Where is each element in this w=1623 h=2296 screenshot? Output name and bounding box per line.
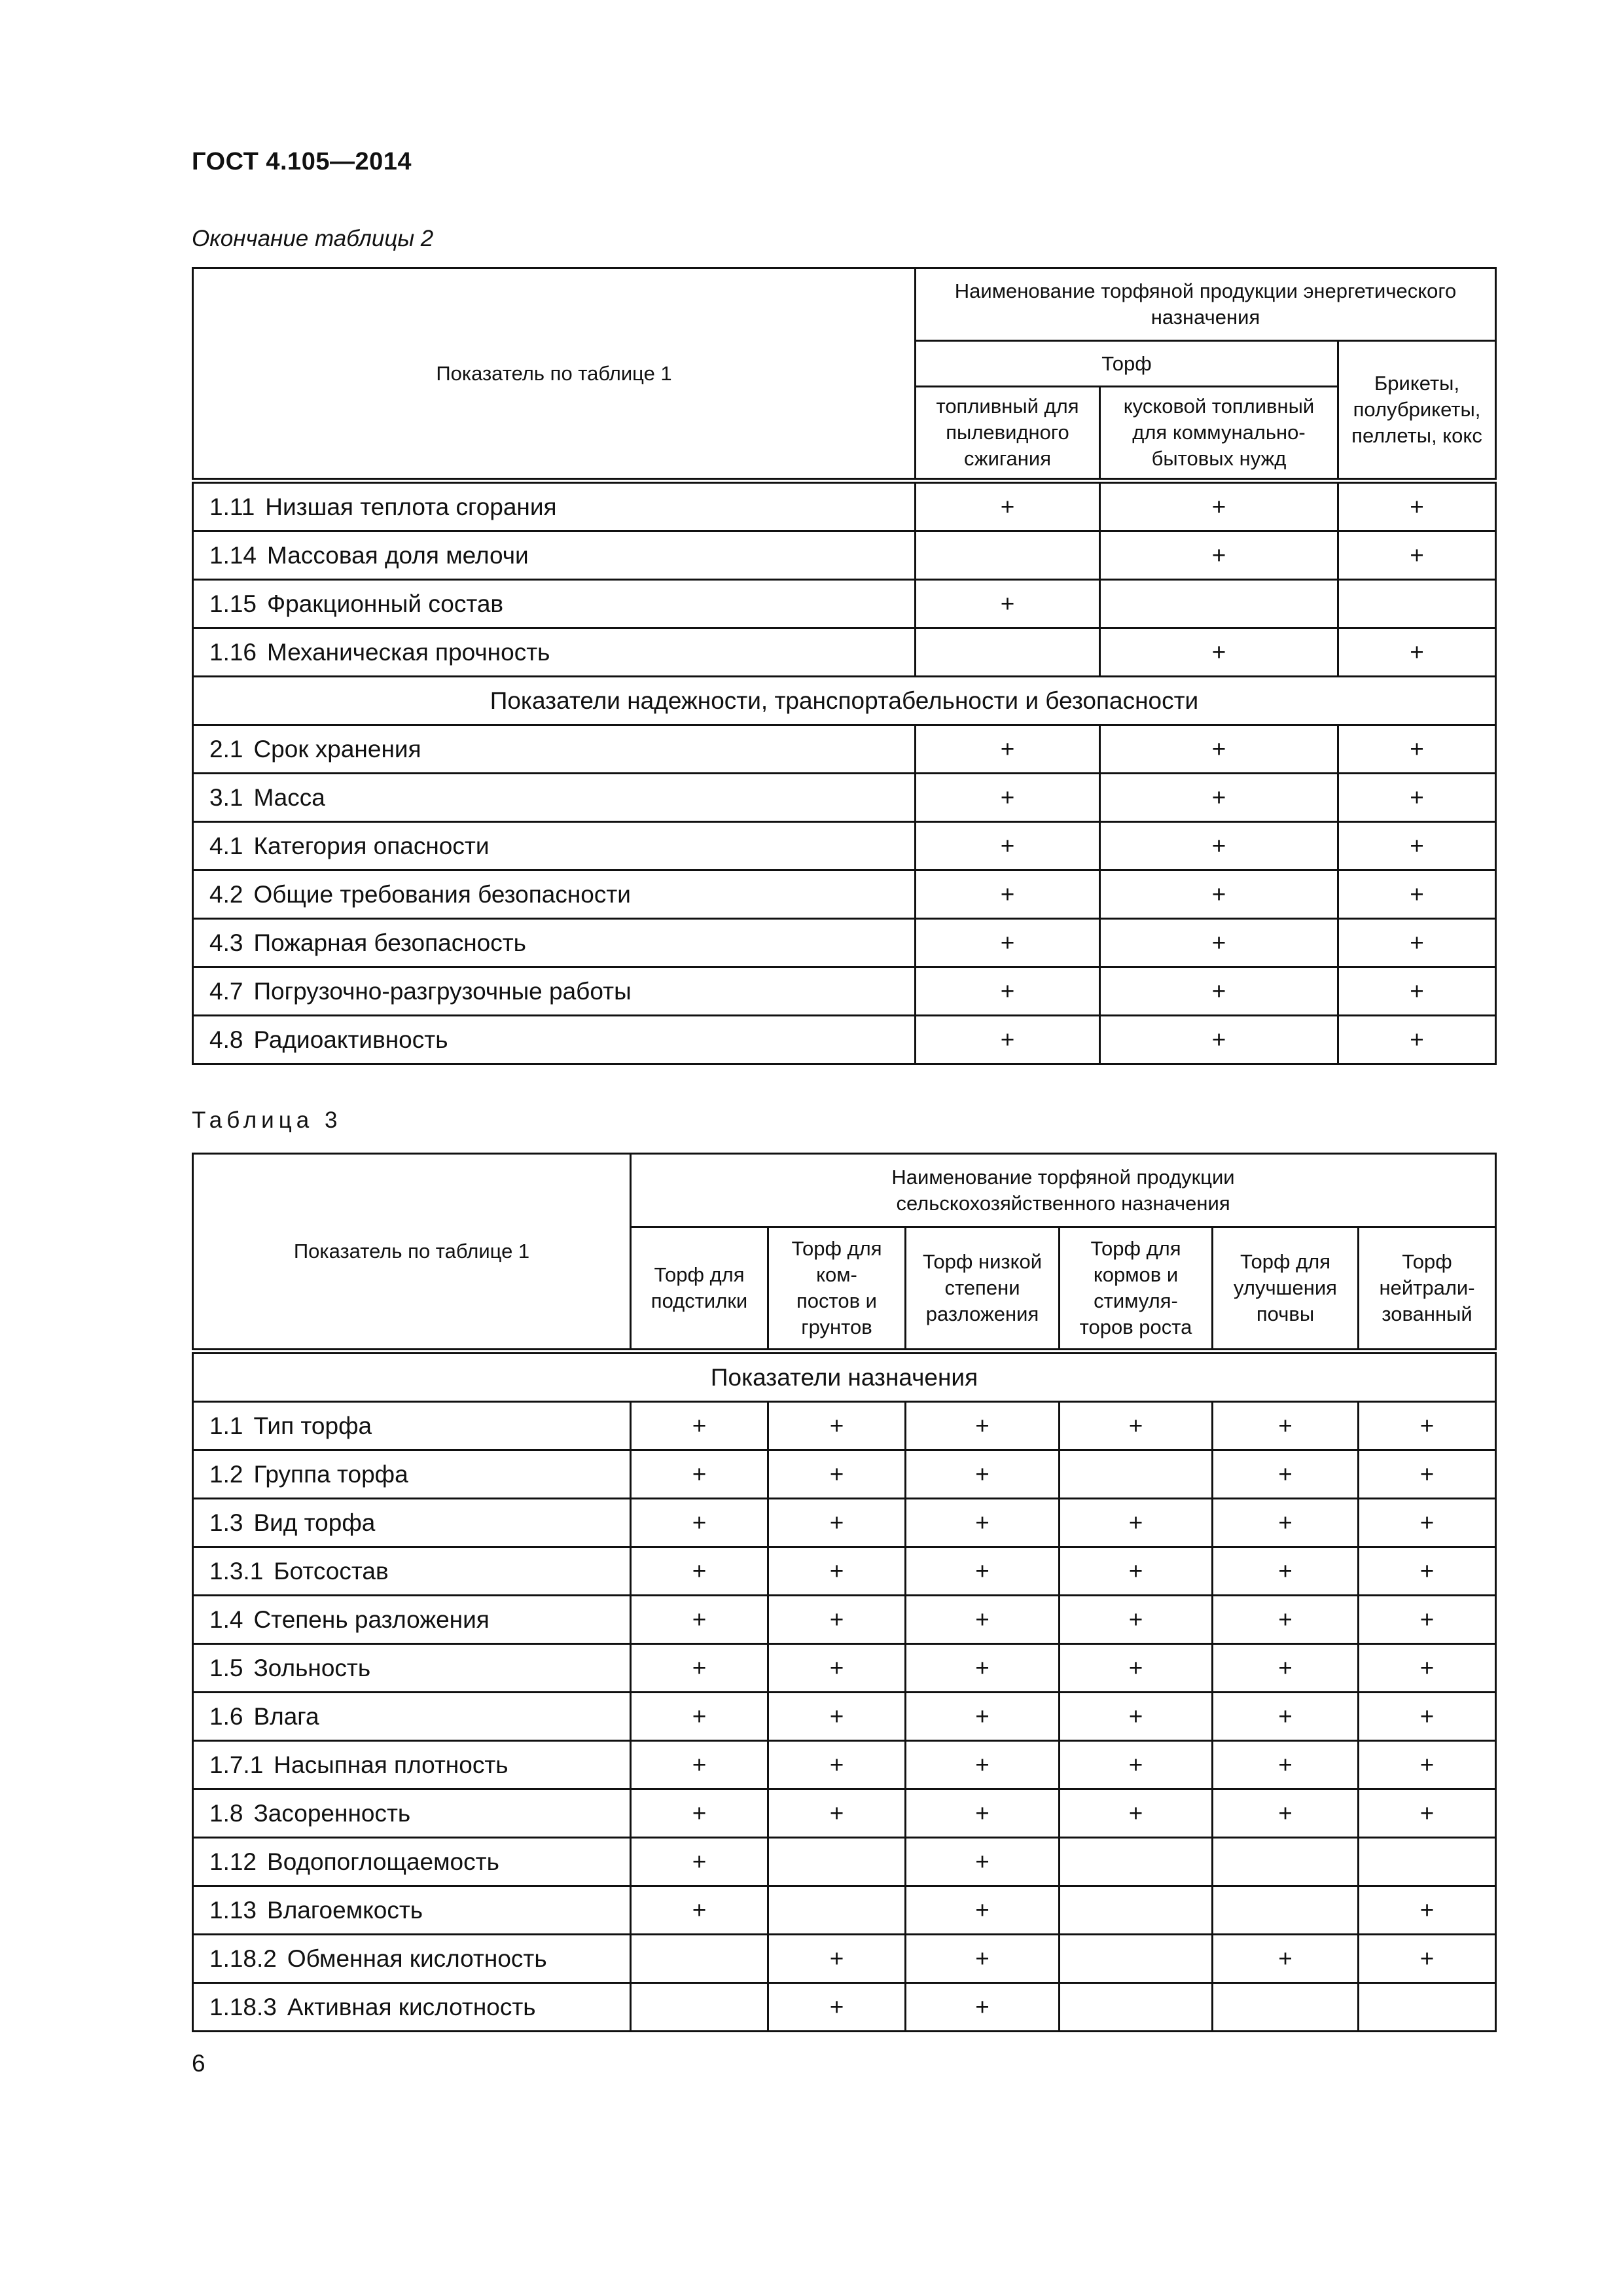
row-label xyxy=(193,1499,631,1547)
applicability-mark: + xyxy=(1100,919,1338,967)
applicability-mark: + xyxy=(906,1983,1060,2032)
applicability-mark: + xyxy=(1338,531,1496,580)
row-label xyxy=(193,1983,631,2032)
table-row xyxy=(193,822,1496,870)
applicability-mark: + xyxy=(1060,1402,1213,1450)
applicability-mark: + xyxy=(768,1741,906,1789)
applicability-mark: + xyxy=(1100,774,1338,822)
applicability-mark xyxy=(1338,580,1496,628)
row-number: 1.8 xyxy=(209,1799,243,1827)
applicability-mark: + xyxy=(906,1886,1060,1935)
row-label xyxy=(193,1644,631,1693)
table-row xyxy=(193,1741,1496,1789)
row-label xyxy=(193,531,916,580)
table-row xyxy=(193,1644,1496,1693)
table-row xyxy=(193,919,1496,967)
applicability-mark: + xyxy=(1060,1789,1213,1838)
applicability-mark: + xyxy=(1359,1450,1496,1499)
column-header-soil: Торф для улучшения почвы xyxy=(1213,1227,1359,1352)
applicability-mark: + xyxy=(768,1983,906,2032)
row-title: Общие требования безопасности xyxy=(253,880,631,908)
table-row xyxy=(193,725,1496,774)
table-row xyxy=(193,1016,1496,1064)
applicability-mark xyxy=(916,531,1100,580)
applicability-mark: + xyxy=(1338,967,1496,1016)
row-number: 1.4 xyxy=(209,1605,243,1633)
table-row xyxy=(193,1547,1496,1596)
applicability-mark: + xyxy=(1359,1789,1496,1838)
applicability-mark xyxy=(631,1935,768,1983)
applicability-mark: + xyxy=(631,1741,768,1789)
row-title: Обменная кислотность xyxy=(287,1945,547,1972)
row-label xyxy=(193,1838,631,1886)
applicability-mark: + xyxy=(631,1499,768,1547)
table-row xyxy=(193,628,1496,677)
applicability-mark: + xyxy=(1060,1693,1213,1741)
section-heading: Показатели назначения xyxy=(193,1352,1496,1402)
row-label xyxy=(193,1789,631,1838)
applicability-mark xyxy=(1213,1983,1359,2032)
table-row xyxy=(193,1983,1496,2032)
applicability-mark: + xyxy=(1060,1499,1213,1547)
row-number: 4.1 xyxy=(209,832,243,859)
row-title: Радиоактивность xyxy=(253,1026,448,1053)
row-title: Влагоемкость xyxy=(267,1896,423,1924)
column-header-neutralized: Торф нейтрали- зованный xyxy=(1359,1227,1496,1352)
applicability-mark: + xyxy=(906,1644,1060,1693)
row-number: 1.12 xyxy=(209,1848,257,1875)
row-title: Группа торфа xyxy=(253,1460,408,1488)
applicability-mark: + xyxy=(1060,1741,1213,1789)
column-header-compost: Торф для ком- постов и грунтов xyxy=(768,1227,906,1352)
applicability-mark: + xyxy=(1338,774,1496,822)
applicability-mark: + xyxy=(631,1838,768,1886)
applicability-mark: + xyxy=(1359,1547,1496,1596)
applicability-mark xyxy=(768,1838,906,1886)
applicability-mark: + xyxy=(1213,1935,1359,1983)
applicability-mark: + xyxy=(906,1596,1060,1644)
document-header: ГОСТ 4.105—2014 xyxy=(192,148,412,175)
row-number: 4.8 xyxy=(209,1026,243,1053)
row-label xyxy=(193,1547,631,1596)
row-number: 1.3 xyxy=(209,1509,243,1536)
applicability-mark: + xyxy=(631,1547,768,1596)
row-number: 1.11 xyxy=(209,493,255,520)
table-row xyxy=(193,1402,1496,1450)
applicability-mark: + xyxy=(631,1693,768,1741)
table-row xyxy=(193,1886,1496,1935)
applicability-mark: + xyxy=(1338,481,1496,531)
row-number: 3.1 xyxy=(209,783,243,811)
applicability-mark xyxy=(1213,1838,1359,1886)
applicability-mark: + xyxy=(768,1402,906,1450)
row-title: Пожарная безопасность xyxy=(253,929,526,956)
applicability-mark: + xyxy=(916,822,1100,870)
applicability-mark: + xyxy=(1359,1935,1496,1983)
table-row xyxy=(193,1450,1496,1499)
applicability-mark: + xyxy=(906,1838,1060,1886)
row-label xyxy=(193,628,916,677)
applicability-mark: + xyxy=(1100,967,1338,1016)
row-title: Низшая теплота сгорания xyxy=(265,493,557,520)
column-header-peat: Торф xyxy=(916,341,1338,387)
applicability-mark: + xyxy=(1100,628,1338,677)
applicability-mark xyxy=(916,628,1100,677)
table-row xyxy=(193,1935,1496,1983)
table-row xyxy=(193,1693,1496,1741)
column-header-briquettes: Брикеты, полубрикеты, пеллеты, кокс xyxy=(1338,341,1496,481)
page-number: 6 xyxy=(192,2050,205,2077)
applicability-mark: + xyxy=(1213,1402,1359,1450)
applicability-mark xyxy=(1060,1450,1213,1499)
row-number: 1.14 xyxy=(209,541,257,569)
row-title: Зольность xyxy=(253,1654,371,1681)
row-title: Влага xyxy=(253,1702,319,1730)
column-header-fuel-lump: кусковой топливный для коммунально-бытовых нужд xyxy=(1100,387,1338,481)
row-label xyxy=(193,1741,631,1789)
applicability-mark: + xyxy=(1213,1499,1359,1547)
row-title: Категория опасности xyxy=(253,832,490,859)
applicability-mark: + xyxy=(906,1789,1060,1838)
applicability-mark: + xyxy=(916,580,1100,628)
row-label xyxy=(193,725,916,774)
applicability-mark: + xyxy=(916,774,1100,822)
section-row xyxy=(193,1352,1496,1402)
applicability-mark xyxy=(1359,1838,1496,1886)
applicability-mark: + xyxy=(1359,1402,1496,1450)
applicability-mark: + xyxy=(1060,1596,1213,1644)
row-title: Засоренность xyxy=(253,1799,411,1827)
row-label xyxy=(193,967,916,1016)
column-group-header: Наименование торфяной продукции сельскохозяйственного назначения xyxy=(631,1154,1496,1227)
applicability-mark: + xyxy=(1100,822,1338,870)
applicability-mark xyxy=(1359,1983,1496,2032)
row-label xyxy=(193,919,916,967)
applicability-mark: + xyxy=(916,967,1100,1016)
row-title: Водопоглощаемость xyxy=(267,1848,499,1875)
applicability-mark: + xyxy=(1213,1741,1359,1789)
applicability-mark: + xyxy=(1213,1547,1359,1596)
section-row xyxy=(193,677,1496,725)
applicability-mark: + xyxy=(1100,725,1338,774)
table-row xyxy=(193,1596,1496,1644)
applicability-mark: + xyxy=(916,481,1100,531)
row-number: 1.18.3 xyxy=(209,1993,277,2020)
applicability-mark: + xyxy=(768,1935,906,1983)
row-number: 2.1 xyxy=(209,735,243,762)
row-title: Погрузочно-разгрузочные работы xyxy=(253,977,632,1005)
table-row xyxy=(193,1789,1496,1838)
row-label xyxy=(193,774,916,822)
applicability-mark: + xyxy=(631,1886,768,1935)
row-title: Срок хранения xyxy=(253,735,421,762)
table-row xyxy=(193,774,1496,822)
row-number: 4.3 xyxy=(209,929,243,956)
table-row xyxy=(193,531,1496,580)
applicability-mark xyxy=(631,1983,768,2032)
row-label xyxy=(193,1935,631,1983)
column-header-indicator: Показатель по таблице 1 xyxy=(193,268,916,481)
row-number: 1.13 xyxy=(209,1896,257,1924)
table-2 xyxy=(192,267,1497,1065)
applicability-mark xyxy=(1060,1838,1213,1886)
applicability-mark xyxy=(1213,1886,1359,1935)
row-number: 1.7.1 xyxy=(209,1751,264,1778)
row-title: Фракционный состав xyxy=(267,590,504,617)
applicability-mark: + xyxy=(906,1402,1060,1450)
row-label xyxy=(193,870,916,919)
row-label xyxy=(193,1693,631,1741)
row-title: Насыпная плотность xyxy=(274,1751,508,1778)
applicability-mark: + xyxy=(1359,1644,1496,1693)
applicability-mark: + xyxy=(768,1450,906,1499)
applicability-mark: + xyxy=(631,1596,768,1644)
applicability-mark: + xyxy=(768,1789,906,1838)
column-header-fuel-pulverized: топливный для пылевидного сжигания xyxy=(916,387,1100,481)
applicability-mark: + xyxy=(768,1596,906,1644)
row-label xyxy=(193,1016,916,1064)
applicability-mark: + xyxy=(916,919,1100,967)
applicability-mark xyxy=(1060,1935,1213,1983)
table-row xyxy=(193,967,1496,1016)
row-number: 1.1 xyxy=(209,1412,243,1439)
applicability-mark: + xyxy=(1359,1499,1496,1547)
applicability-mark: + xyxy=(631,1789,768,1838)
row-label xyxy=(193,1886,631,1935)
applicability-mark xyxy=(1060,1983,1213,2032)
row-label xyxy=(193,580,916,628)
column-header-low-decomposition: Торф низкой степени разложения xyxy=(906,1227,1060,1352)
table3-caption: Таблица 3 xyxy=(192,1107,342,1133)
row-number: 1.3.1 xyxy=(209,1557,264,1585)
applicability-mark: + xyxy=(1338,919,1496,967)
applicability-mark: + xyxy=(906,1499,1060,1547)
applicability-mark: + xyxy=(1359,1741,1496,1789)
applicability-mark: + xyxy=(916,725,1100,774)
applicability-mark: + xyxy=(768,1693,906,1741)
applicability-mark: + xyxy=(1100,531,1338,580)
applicability-mark: + xyxy=(1359,1886,1496,1935)
column-header-bedding: Торф для подстилки xyxy=(631,1227,768,1352)
column-header-feed: Торф для кормов и стимуля- торов роста xyxy=(1060,1227,1213,1352)
applicability-mark: + xyxy=(1338,870,1496,919)
applicability-mark: + xyxy=(906,1547,1060,1596)
table-row xyxy=(193,481,1496,531)
row-title: Механическая прочность xyxy=(267,638,550,666)
row-label xyxy=(193,1596,631,1644)
table-row xyxy=(193,580,1496,628)
table2-caption: Окончание таблицы 2 xyxy=(192,226,434,251)
applicability-mark: + xyxy=(1359,1596,1496,1644)
row-title: Массовая доля мелочи xyxy=(267,541,529,569)
applicability-mark xyxy=(1100,580,1338,628)
applicability-mark: + xyxy=(631,1450,768,1499)
applicability-mark: + xyxy=(1338,725,1496,774)
row-title: Степень разложения xyxy=(253,1605,490,1633)
applicability-mark: + xyxy=(1213,1596,1359,1644)
applicability-mark: + xyxy=(1100,481,1338,531)
row-label xyxy=(193,481,916,531)
applicability-mark: + xyxy=(906,1450,1060,1499)
row-number: 4.7 xyxy=(209,977,243,1005)
row-title: Масса xyxy=(253,783,325,811)
row-number: 1.16 xyxy=(209,638,257,666)
row-number: 1.18.2 xyxy=(209,1945,277,1972)
applicability-mark: + xyxy=(1213,1450,1359,1499)
applicability-mark: + xyxy=(768,1644,906,1693)
column-group-header: Наименование торфяной продукции энергетического назначения xyxy=(916,268,1496,341)
column-header-indicator: Показатель по таблице 1 xyxy=(193,1154,631,1352)
applicability-mark: + xyxy=(1213,1693,1359,1741)
row-label xyxy=(193,1450,631,1499)
applicability-mark: + xyxy=(1060,1547,1213,1596)
row-number: 1.6 xyxy=(209,1702,243,1730)
row-number: 1.2 xyxy=(209,1460,243,1488)
row-number: 4.2 xyxy=(209,880,243,908)
applicability-mark xyxy=(768,1886,906,1935)
applicability-mark: + xyxy=(631,1644,768,1693)
row-label xyxy=(193,822,916,870)
applicability-mark: + xyxy=(906,1935,1060,1983)
row-title: Активная кислотность xyxy=(287,1993,536,2020)
applicability-mark: + xyxy=(1060,1644,1213,1693)
row-number: 1.15 xyxy=(209,590,257,617)
applicability-mark: + xyxy=(1213,1644,1359,1693)
applicability-mark: + xyxy=(1338,628,1496,677)
row-label xyxy=(193,1402,631,1450)
applicability-mark: + xyxy=(906,1693,1060,1741)
applicability-mark: + xyxy=(916,1016,1100,1064)
applicability-mark xyxy=(1060,1886,1213,1935)
applicability-mark: + xyxy=(1213,1789,1359,1838)
applicability-mark: + xyxy=(1100,1016,1338,1064)
row-title: Тип торфа xyxy=(253,1412,372,1439)
table-3 xyxy=(192,1153,1497,2032)
table-row xyxy=(193,1499,1496,1547)
applicability-mark: + xyxy=(906,1741,1060,1789)
table-row xyxy=(193,870,1496,919)
applicability-mark: + xyxy=(1359,1693,1496,1741)
applicability-mark: + xyxy=(631,1402,768,1450)
row-title: Вид торфа xyxy=(253,1509,376,1536)
applicability-mark: + xyxy=(1338,1016,1496,1064)
section-heading: Показатели надежности, транспортабельности и безопасности xyxy=(193,677,1496,725)
applicability-mark: + xyxy=(1100,870,1338,919)
row-number: 1.5 xyxy=(209,1654,243,1681)
table-row xyxy=(193,1838,1496,1886)
applicability-mark: + xyxy=(768,1499,906,1547)
applicability-mark: + xyxy=(1338,822,1496,870)
applicability-mark: + xyxy=(768,1547,906,1596)
row-title: Ботсостав xyxy=(274,1557,389,1585)
applicability-mark: + xyxy=(916,870,1100,919)
